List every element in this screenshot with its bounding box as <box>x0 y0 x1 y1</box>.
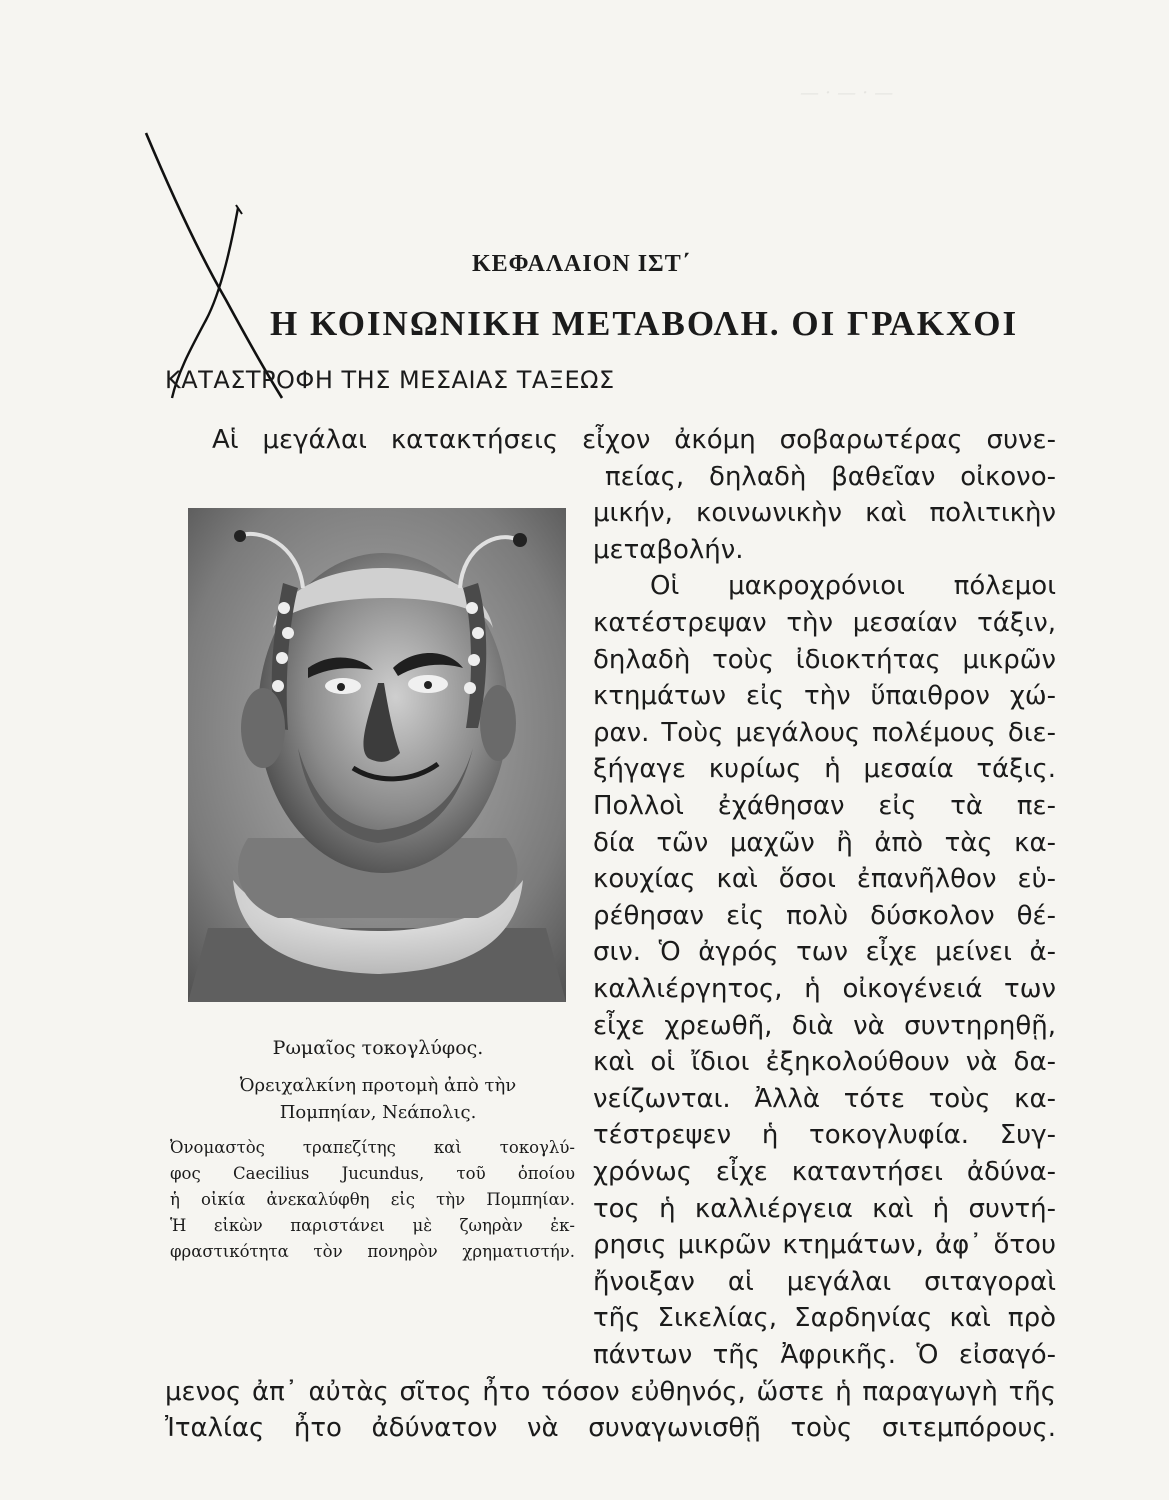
body-line: δηλαδὴ τοὺς ἰδιοκτήτας μικρῶν <box>593 644 1056 675</box>
caption-body-line: ἡ οἰκία ἀνεκαλύφθη εἰς τὴν Πομπηίαν. <box>170 1190 575 1209</box>
body-line: μεταβολήν. <box>593 534 744 565</box>
chapter-title: Η ΚΟΙΝΩΝΙΚΗ ΜΕΤΑΒΟΛΗ. ΟΙ ΓΡΑΚΧΟΙ <box>270 304 1019 343</box>
body-line: ραν. Τοὺς μεγάλους πολέμους διε- <box>593 717 1056 748</box>
body-line: σιν. Ὁ ἀγρός των εἶχε μείνει ἀ- <box>593 937 1056 968</box>
chapter-heading: ΚΕΦΑΛΑΙΟΝ ΙΣΤ΄ <box>472 251 691 277</box>
body-line: δία τῶν μαχῶν ἢ ἀπὸ τὰς κα- <box>593 827 1056 858</box>
show-through-header: — · — · — <box>800 82 894 104</box>
body-line: Πολλοὶ ἐχάθησαν εἰς τὰ πε- <box>593 791 1056 821</box>
body-line: ρέθησαν εἰς πολὺ δύσκολον θέ- <box>593 900 1056 931</box>
body-line: ρησις μικρῶν κτημάτων, ἀφ᾽ ὅτου <box>593 1230 1056 1261</box>
body-line: κτημάτων εἰς τὴν ὕπαιθρον χώ- <box>593 681 1056 712</box>
figure-caption-body <box>170 1135 575 1265</box>
body-line: χρόνως εἶχε καταντήσει ἀδύνα- <box>593 1157 1056 1187</box>
body-line: ξήγαγε κυρίως ἡ μεσαία τάξις. <box>593 754 1056 785</box>
body-line: νείζωνται. Ἀλλὰ τότε τοὺς κα- <box>593 1083 1056 1114</box>
body-line: εἶχε χρεωθῆ, διὰ νὰ συντηρηθῇ, <box>593 1010 1056 1041</box>
body-line: καὶ οἱ ἴδιοι ἐξηκολούθουν νὰ δα- <box>593 1047 1056 1078</box>
figure-caption-title: Ρωμαῖος τοκογλύφος. <box>272 1037 484 1059</box>
body-line: κουχίας καὶ ὅσοι ἐπανῆλθον εὑ- <box>593 864 1056 895</box>
body-line: Οἱ μακροχρόνιοι πόλεμοι <box>650 571 1056 602</box>
caption-subtitle-line: Πομπηίαν, Νεάπολις. <box>279 1102 477 1123</box>
caption-body-line: φος Caecilius Jucundus, τοῦ ὁποίου <box>170 1164 575 1183</box>
portrait-photo <box>188 508 566 1002</box>
body-line: καλλιέργητος, ἡ οἰκογένειά των <box>593 974 1056 1004</box>
body-line: ἤνοιξαν αἱ μεγάλαι σιταγοραὶ <box>593 1266 1056 1297</box>
section-heading: ΚΑΤΑΣΤΡΟΦΗ ΤΗΣ ΜΕΣΑΙΑΣ ΤΑΞΕΩΣ <box>165 366 615 394</box>
body-line: μικήν, κοινωνικὴν καὶ πολιτικὴν <box>593 498 1056 529</box>
body-line: Αἱ μεγάλαι κατακτήσεις εἶχον ἀκόμη σοβαρωτέρας συνε- <box>212 425 1056 455</box>
caption-body-line: Ἡ εἰκὼν παριστάνει μὲ ζωηρὰν ἐκ- <box>170 1216 575 1235</box>
body-line: τέστρεψεν ἡ τοκογλυφία. Συγ- <box>593 1120 1056 1151</box>
caption-subtitle-line: Ὀρειχαλκίνη προτομὴ ἀπὸ τὴν <box>239 1075 517 1096</box>
body-line: κατέστρεψαν τὴν μεσαίαν τάξιν, <box>593 608 1056 638</box>
body-line: τῆς Σικελίας, Σαρδηνίας καὶ πρὸ <box>593 1303 1056 1334</box>
body-line: μενος ἀπ᾽ αὐτὰς σῖτος ἦτο τόσον εὐθηνός, ὥστε ἡ παραγωγὴ τῆς <box>165 1376 1056 1407</box>
body-line: Ἰταλίας ἦτο ἀδύνατον νὰ συναγωνισθῇ τοὺς σιτεμπόρους. <box>165 1413 1056 1444</box>
caption-body-line: Ὀνομαστὸς τραπεζίτης καὶ τοκογλύ- <box>170 1138 575 1157</box>
body-line: πάντων τῆς Ἀφρικῆς. Ὁ εἰσαγό- <box>593 1340 1056 1370</box>
caption-body-line: φραστικότητα τὸν πονηρὸν χρηματιστήν. <box>170 1242 575 1261</box>
figure-caption-subtitle <box>188 1072 568 1126</box>
body-line: πείας, δηλαδὴ βαθεῖαν οἰκονο- <box>605 461 1056 492</box>
body-line: τος ἡ καλλιέργεια καὶ ἡ συντή- <box>593 1193 1056 1224</box>
pen-cross-mark <box>0 0 300 420</box>
